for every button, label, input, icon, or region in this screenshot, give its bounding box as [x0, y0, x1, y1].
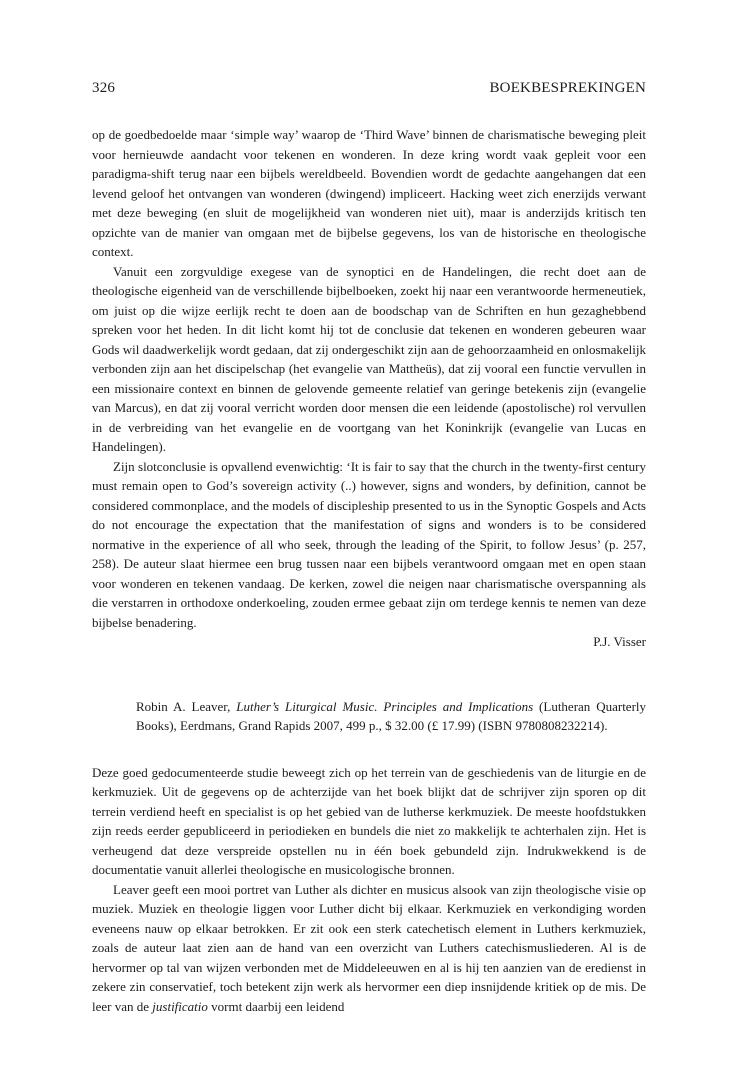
- review2-paragraph-1: Deze goed gedocumenteerde studie beweegt zich op het terrein van de geschiedenis van de liturgie en de kerkmuziek. Uit de gegevens op de achterzijde van het boek blijkt dat de schrijver zijn sporen op dit terrein verdiend heeft en specialist is op het gebied van de lutherse kerkmuziek. De meeste hoofdstukken zijn reeds eerder gepubliceerd in periodieken en bundels die niet zo makkelijk te achterhalen zijn. Het is verheugend dat deze verspreide opstellen nu in één boek gebundeld zijn. Indrukwekkend is de documentatie vanuit allerlei theologische en musicologische bronnen.: [92, 764, 646, 877]
- review1-paragraph-3: Zijn slotconclusie is opvallend evenwichtig: ‘It is fair to say that the church in the twenty-first century must remain open to God’s sovereign activity (..) however, signs and wonders, by definition, cannot be considered commonplace, and the models of discipleship presented to us in the Synoptic Gospels and Acts do not encourage the expectation that the manifestation of signs and wonders is to be considered normative in the experience of all who seek, through the leading of the Spirit, to follow Jesus’ (p. 257, 258). De auteur slaat hiermee een brug tussen naar een bijbels verantwoord omgaan met en open staan voor wonderen en tekenen vandaag. De kerken, zowel die neigen naar charismatische overspanning als die verstarren in orthodoxe onderkoeling, zouden ermee gebaat zijn om terdege kennis te nemen van deze bijbelse benadering.: [92, 458, 646, 630]
- bibliographic-entry: [136, 697, 646, 736]
- review1-paragraph-1: op de goedbedoelde maar ‘simple way’ waarop de ‘Third Wave’ binnen de charismatische beweging pleit voor hernieuwde aandacht voor tekenen en wonderen. In deze kring wordt vaak gepleit voor een paradigma-shift terug naar een bijbels wereldbeeld. Bovendien wordt de gedachte aangehangen dat een levend geloof het ontvangen van wonderen (dwingend) impliceert. Hacking weet zich enerzijds verwant met deze beweging (en sluit de mogelijkheid van wonderen niet uit), maar is anderzijds kritisch ten opzichte van de manier van omgaan met de bijbelse gegevens, los van de historische en theologische context.: [92, 127, 646, 259]
- justificatio-term: justificatio: [152, 998, 208, 1014]
- section-title: BOEKBESPREKINGEN: [489, 80, 646, 96]
- review2-paragraph-2-end: vormt daarbij een leidend: [207, 998, 345, 1014]
- body-text: [92, 125, 646, 1016]
- review2-paragraph-2-main: Leaver geeft een mooi portret van Luther als dichter en musicus alsook van zijn theologische visie op muziek. Muziek en theologie liggen voor Luther dicht bij elkaar. Kerkmuziek en verkondiging worden eveneens nauw op elkaar betrokken. Er zit ook een sterk catechetisch element in Luthers kerkmuziek, zoals de auteur laat zien aan de hand van een overzicht van Luthers catechismusliederen. Al is de hervormer op tal van wijzen verbonden met de Middeleeuwen en al is hij ten aanzien van de eredienst in zekere zin conservatief, toch betekent zijn werk als hervormer een diep insnijdende kritiek op de mis. De leer van de: [92, 881, 646, 1014]
- page-number: 326: [92, 80, 116, 96]
- reviewer-signature: P.J. Visser: [593, 634, 646, 649]
- bib-details: (Lutheran Quarterly Books), Eerdmans, Grand Rapids 2007, 499 p., $ 32.00 (£ 17.99) (ISBN 9780808232214).: [136, 698, 647, 733]
- review2-paragraph-2: [92, 880, 646, 1017]
- review1-paragraph-2: Vanuit een zorgvuldige exegese van de synoptici en de Handelingen, die recht doet aan de theologische eigenheid van de verschillende bijbelboeken, zoekt hij naar een verantwoorde hermeneutiek, om juist op die wijze eerlijk recht te doen aan de boodschap van de Schriften en hun gezaghebbend spreken voor het heden. In dit licht komt hij tot de conclusie dat tekenen en wonderen gebeuren waar Gods wil daadwerkelijk wordt gedaan, dat zij ondergeschikt zijn aan de gehoorzaamheid en onlosmakelijk verbonden zijn aan het discipelschap (het evangelie van Mattheüs), dat zij vooral een functie vervullen in een missionaire context en binnen de gelovende gemeente relatief van geringe betekenis zijn (evangelie van Marcus), en dat zij vooral verricht worden door mensen die een leidende (apostolische) rol vervullen in de verbreiding van het evangelie en de voortgang van het Koninkrijk (evangelie van Lucas en Handelingen).: [92, 263, 646, 454]
- bib-title: Luther’s Liturgical Music. Principles and Implications: [236, 698, 534, 714]
- book-page: [92, 0, 646, 1068]
- bib-author: Robin A. Leaver,: [136, 698, 237, 714]
